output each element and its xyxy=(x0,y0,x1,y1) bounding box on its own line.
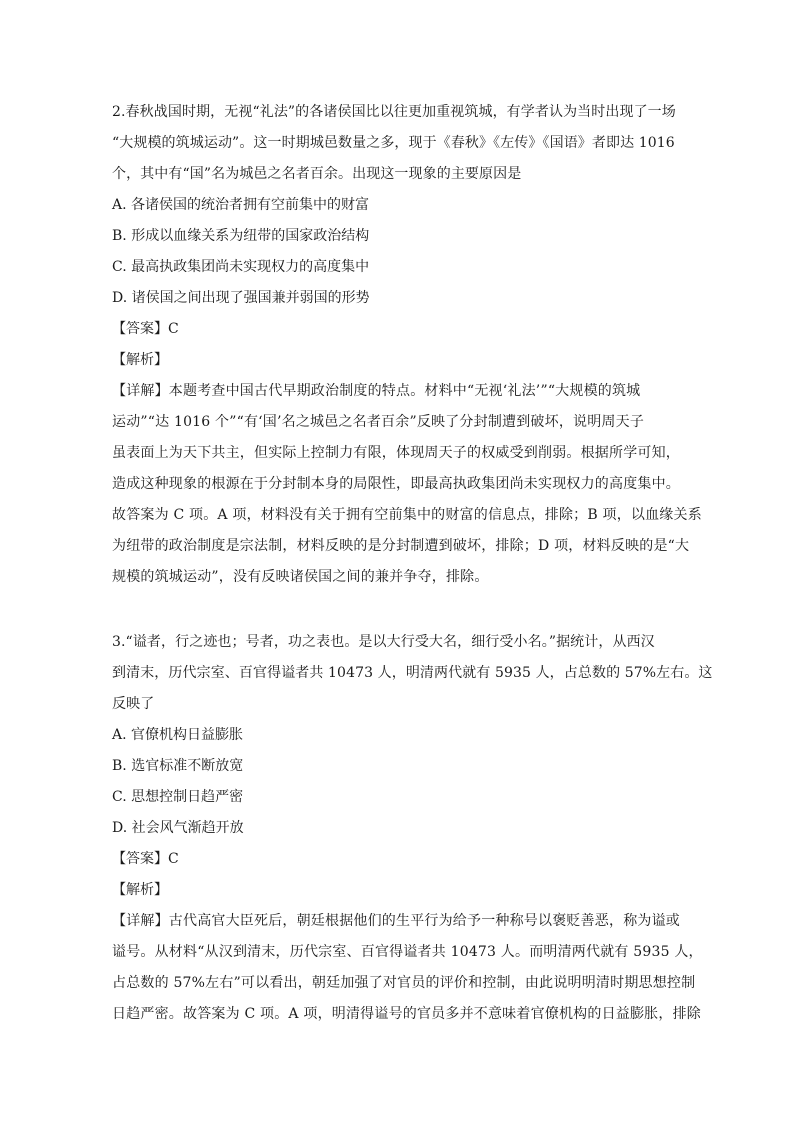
detail-line: 故答案为 C 项。A 项，材料没有关于拥有空前集中的财富的信息点，排除；B 项，以血缘关系 xyxy=(112,507,702,523)
stem-line: 反映了 xyxy=(112,696,155,712)
option-d: D. 社会风气渐趋开放 xyxy=(112,820,244,836)
option-d: D. 诸侯国之间出现了强国兼并弱国的形势 xyxy=(112,290,370,306)
analysis-label: 【解析】 xyxy=(112,352,168,368)
stem-line: 3.“谥者，行之迹也；号者，功之表也。是以大行受大名，细行受小名。”据统计，从西汉 xyxy=(112,634,655,650)
stem-line: 2.春秋战国时期，无视“礼法”的各诸侯国比以往更加重视筑城，有学者认为当时出现了一场 xyxy=(112,104,676,120)
detail-line: 日趋严密。故答案为 C 项。A 项，明清得谥号的官员多并不意味着官僚机构的日益膨胀，排除 xyxy=(112,1006,701,1022)
stem-line: “大规模的筑城运动”。这一时期城邑数量之多，现于《春秋》《左传》《国语》者即达 1016 xyxy=(112,135,675,151)
detail-line: 【详解】古代高官大臣死后，朝廷根据他们的生平行为给予一种称号以褒贬善恶，称为谥或 xyxy=(112,913,680,929)
detail-line: 运动”“达 1016 个”“有‘国’名之城邑之名者百余”反映了分封制遭到破坏，说明周天子 xyxy=(112,414,645,430)
detail-line: 造成这种现象的根源在于分封制本身的局限性，即最高执政集团尚未实现权力的高度集中。 xyxy=(112,476,680,492)
detail-line: 【详解】本题考查中国古代早期政治制度的特点。材料中“无视‘礼法’”“大规模的筑城 xyxy=(112,383,641,399)
question-stem xyxy=(112,627,713,720)
question-3 xyxy=(112,627,713,1030)
option-list xyxy=(112,720,690,844)
option-b: B. 选官标准不断放宽 xyxy=(112,758,244,774)
detail-line: 虽表面上为天下共主，但实际上控制力有限，体现周天子的权威受到削弱。根据所学可知， xyxy=(112,445,680,461)
option-c: C. 最高执政集团尚未实现权力的高度集中 xyxy=(112,259,370,275)
question-stem xyxy=(112,97,690,190)
option-c: C. 思想控制日趋严密 xyxy=(112,789,244,805)
option-a: A. 官僚机构日益膨胀 xyxy=(112,727,244,743)
option-list xyxy=(112,190,690,314)
question-2 xyxy=(112,97,702,593)
analysis-label: 【解析】 xyxy=(112,882,168,898)
analysis-detail xyxy=(112,376,702,593)
detail-line: 为纽带的政治制度是宗法制，材料反映的是分封制遭到破坏，排除；D 项，材料反映的是“大 xyxy=(112,538,690,554)
option-b: B. 形成以血缘关系为纽带的国家政治结构 xyxy=(112,228,370,244)
answer-label: 【答案】C xyxy=(112,321,179,337)
option-a: A. 各诸侯国的统治者拥有空前集中的财富 xyxy=(112,197,370,213)
answer-label: 【答案】C xyxy=(112,851,179,867)
detail-line: 占总数的 57%左右”可以看出，朝廷加强了对官员的评价和控制，由此说明明清时期思想控制 xyxy=(112,975,696,991)
analysis-detail xyxy=(112,906,703,1030)
stem-line: 到清末，历代宗室、百官得谥者共 10473 人，明清两代就有 5935 人，占总数的 57%左右。这 xyxy=(112,665,713,681)
detail-line: 规模的筑城运动”，没有反映诸侯国之间的兼并争夺，排除。 xyxy=(112,569,489,585)
stem-line: 个，其中有“国”名为城邑之名者百余。出现这一现象的主要原因是 xyxy=(112,166,522,182)
detail-line: 谥号。从材料“从汉到清末，历代宗室、百官得谥者共 10473 人。而明清两代就有 5935 人， xyxy=(112,944,703,960)
